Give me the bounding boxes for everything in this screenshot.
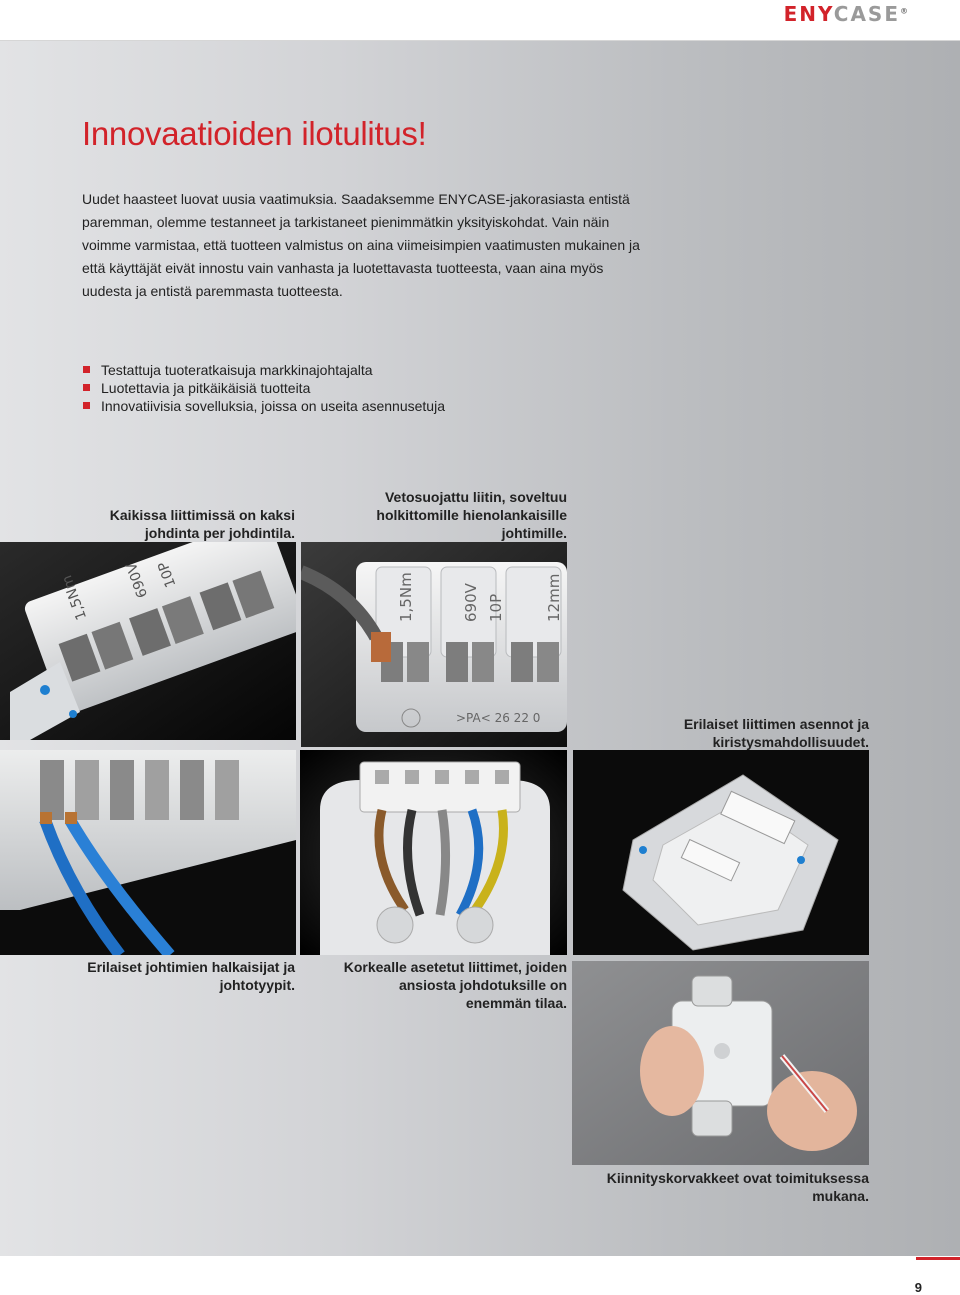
enycase-logo: ENYCASE® bbox=[783, 2, 910, 26]
accent-line bbox=[916, 1257, 960, 1260]
page-title: Innovaatioiden ilotulitus! bbox=[82, 115, 427, 152]
caption-two-wires: Kaikissa liittimissä on kaksi johdinta per johdintila. bbox=[109, 507, 295, 541]
photo-label: 690V bbox=[462, 583, 480, 622]
caption-cross-sections: Erilaiset johtimien halkaisijat ja johtotyypit. bbox=[87, 959, 295, 993]
top-bar bbox=[0, 0, 960, 41]
feature-list bbox=[82, 361, 445, 415]
bullet-square-icon bbox=[83, 384, 90, 391]
feature-item: Testattuja tuoteratkaisuja markkinajohtajalta bbox=[82, 361, 445, 379]
photo-label: 12mm bbox=[545, 573, 563, 622]
caption-high-terminals: Korkealle asetetut liittimet, joiden ansiosta johdotuksille on enemmän tilaa. bbox=[343, 959, 567, 1011]
photo-label: >PA< 26 22 0 bbox=[456, 711, 541, 725]
photo-strain-relief bbox=[301, 542, 567, 747]
caption-mounting: Erilaiset liittimen asennot ja kiristysmahdollisuudet. bbox=[683, 716, 869, 750]
photo-wire-types bbox=[0, 750, 296, 955]
photo-open-box bbox=[573, 750, 869, 955]
photo-junction-wiring bbox=[300, 750, 567, 955]
photo-label: 1,5Nm bbox=[397, 572, 415, 622]
bullet-square-icon bbox=[83, 402, 90, 409]
photo-label: 10P bbox=[487, 593, 505, 622]
bottom-bar bbox=[0, 1256, 960, 1295]
photo-label: 10P bbox=[155, 559, 180, 590]
feature-item: Innovatiivisia sovelluksia, joissa on useita asennusetuja bbox=[82, 397, 445, 415]
page-number: 9 bbox=[914, 1280, 922, 1295]
photo-label: 1,5Nm bbox=[59, 572, 91, 623]
photo-terminal-two-wires bbox=[0, 542, 296, 740]
photo-label: 690V bbox=[123, 560, 152, 600]
caption-strain-relief: Vetosuojattu liitin, soveltuu holkittomille hienolankaisille johtimille. bbox=[376, 489, 567, 541]
intro-paragraph: Uudet haasteet luovat uusia vaatimuksia. Saadaksemme ENYCASE-jakorasiasta entistä paremman, olemme testanneet ja tarkistaneet pienimmätkin yksityiskohdat. Vain näin voimme varmistaa, että tuotteen valmistus on aina viimeisimpien vaatimusten mukainen ja että käyttäjät eivät innostu vain vanhasta ja luotettavasta tuotteesta, vaan aina myös uudesta ja entistä paremmasta tuotteesta. bbox=[82, 191, 640, 299]
photo-wall-mounting bbox=[572, 961, 869, 1165]
caption-brackets: Kiinnityskorvakkeet ovat toimituksessa mukana. bbox=[606, 1170, 869, 1204]
feature-item: Luotettavia ja pitkäikäisiä tuotteita bbox=[82, 379, 445, 397]
bullet-square-icon bbox=[83, 366, 90, 373]
